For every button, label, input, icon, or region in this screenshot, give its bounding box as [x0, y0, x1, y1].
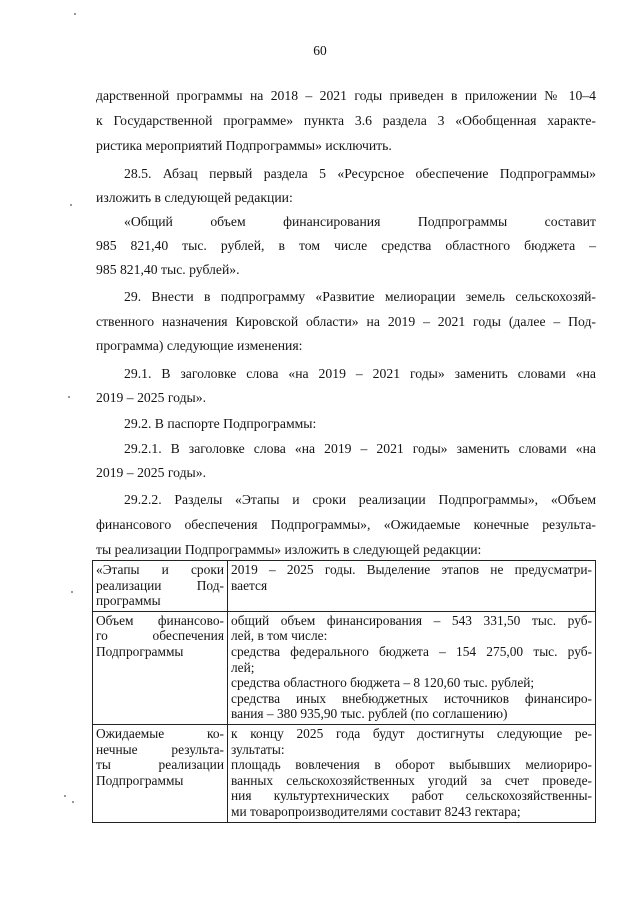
text-line: 29.2. В паспорте Подпрограммы: — [124, 416, 317, 431]
text-line: изложить в следующей редакции: — [96, 190, 293, 205]
text-line: ты реализации Подпрограммы» изложить в следующей редакции: — [96, 542, 482, 557]
text-line: 29.2.1. В заголовке слова «на 2019 – 2021 годы» заменить словами «на — [124, 441, 596, 456]
scan-speck — [70, 204, 72, 206]
table-row — [93, 561, 596, 612]
text-line: ственного назначения Кировской области» на 2019 – 2021 годы (далее – Под- — [96, 314, 596, 329]
row-key-line: Объем финансово- — [96, 612, 224, 628]
scan-speck — [72, 801, 74, 803]
text-line: ристика мероприятий Подпрограммы» исключить. — [96, 138, 392, 153]
row-value-line: ния культуртехнических работ сельскохозяйственны- — [231, 788, 592, 804]
text-line: программа) следующие изменения: — [96, 338, 303, 353]
text-line: финансового обеспечения Подпрограммы», «Ожидаемые конечные результа- — [96, 517, 596, 532]
text-line: 985 821,40 тыс. рублей, в том числе средства областного бюджета – — [96, 238, 596, 253]
text-line: «Общий объем финансирования Подпрограммы составит — [124, 214, 596, 229]
text-line: 29.2.2. Разделы «Этапы и сроки реализации Подпрограммы», «Объем — [124, 492, 596, 507]
scan-speck — [64, 795, 66, 797]
row-value-line: зультаты: — [231, 741, 285, 757]
row-value-line: лей, в том числе: — [231, 628, 328, 644]
row-value-line: вания – 380 935,90 тыс. рублей (по соглашению) — [231, 706, 508, 722]
scan-speck — [74, 13, 76, 15]
row-key-line: нечные результа- — [96, 741, 224, 757]
page-number: 60 — [313, 43, 327, 58]
row-key-line: Ожидаемые ко- — [96, 725, 224, 741]
scan-speck — [71, 591, 73, 593]
row-key-line: реализации Под- — [96, 577, 224, 593]
row-value-line: общий объем финансирования – 543 331,50 тыс. руб- — [231, 612, 592, 628]
subprogram-passport-table — [92, 560, 596, 823]
text-line: к Государственной программе» пункта 3.6 раздела 3 «Обобщенная характе- — [96, 113, 596, 128]
row-value-line: вается — [231, 577, 268, 593]
row-key-line: го обеспечения — [96, 628, 224, 644]
row-key-cell — [93, 561, 228, 612]
table-row — [93, 611, 596, 724]
scan-speck — [68, 396, 70, 398]
row-value-line: к концу 2025 года будут достигнуты следующие ре- — [231, 725, 592, 741]
text-line: 985 821,40 тыс. рублей». — [96, 262, 240, 277]
row-key-line: Подпрограммы — [96, 643, 184, 659]
text-line: 28.5. Абзац первый раздела 5 «Ресурсное обеспечение Подпрограммы» — [124, 166, 596, 181]
row-value-line: лей; — [231, 659, 255, 675]
row-value-line: площадь вовлечения в оборот выбывших мелиориро- — [231, 757, 592, 773]
text-line: дарственной программы на 2018 – 2021 годы приведен в приложении № 10–4 — [96, 88, 596, 103]
row-value-line: 2019 – 2025 годы. Выделение этапов не предусматри- — [231, 562, 592, 577]
table-row — [93, 724, 596, 822]
row-key-line: «Этапы и сроки — [96, 562, 224, 577]
row-value-line: ми товаропроизводителями составит 8243 гектара; — [231, 803, 521, 819]
text-line: 29.1. В заголовке слова «на 2019 – 2021 годы» заменить словами «на — [124, 366, 596, 381]
row-key-line: ты реализации — [96, 757, 224, 773]
row-value-line: средства областного бюджета – 8 120,60 тыс. рублей; — [231, 675, 535, 691]
row-key-cell — [93, 611, 228, 724]
row-key-line: Подпрограммы — [96, 772, 184, 788]
text-line: 2019 – 2025 годы». — [96, 390, 207, 405]
row-value-cell — [228, 724, 596, 822]
row-value-cell — [228, 561, 596, 612]
text-line: 29. Внести в подпрограмму «Развитие мелиорации земель сельскохозяй- — [124, 289, 596, 304]
row-value-line: средства иных внебюджетных источников финансиро- — [231, 690, 592, 706]
row-value-line: ванных сельскохозяйственных угодий за счет проведе- — [231, 772, 592, 788]
row-key-line: программы — [96, 593, 161, 609]
row-value-cell — [228, 611, 596, 724]
text-line: 2019 – 2025 годы». — [96, 465, 207, 480]
row-key-cell — [93, 724, 228, 822]
row-value-line: средства федерального бюджета – 154 275,00 тыс. руб- — [231, 643, 592, 659]
